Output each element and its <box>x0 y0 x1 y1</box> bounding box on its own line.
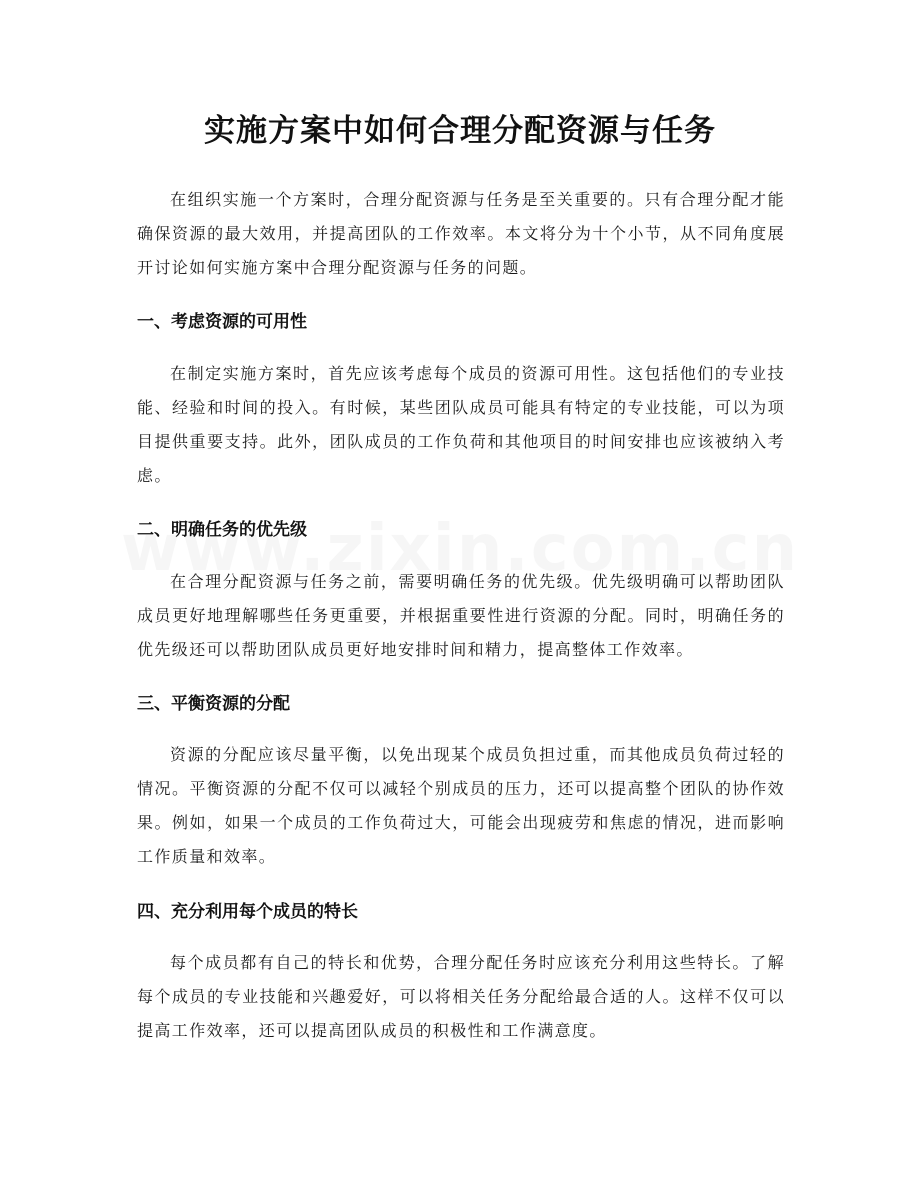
section-heading-3: 三、平衡资源的分配 <box>137 694 290 714</box>
section-heading-1: 一、考虑资源的可用性 <box>137 312 307 332</box>
section-heading-2: 二、明确任务的优先级 <box>137 520 307 540</box>
section-body-2: 在合理分配资源与任务之前，需要明确任务的优先级。优先级明确可以帮助团队成员更好地理解哪些任务更重要，并根据重要性进行资源的分配。同时，明确任务的优先级还可以帮助团队成员更好地安排时间和精力，提高整体工作效率。 <box>137 572 785 659</box>
section-body-3: 资源的分配应该尽量平衡，以免出现某个成员负担过重，而其他成员负荷过轻的情况。平衡资源的分配不仅可以减轻个别成员的压力，还可以提高整个团队的协作效果。例如，如果一个成员的工作负荷过大，可能会出现疲劳和焦虑的情况，进而影响工作质量和效率。 <box>137 745 785 866</box>
section-body-4: 每个成员都有自己的特长和优势，合理分配任务时应该充分利用这些特长。了解每个成员的专业技能和兴趣爱好，可以将相关任务分配给最合适的人。这样不仅可以提高工作效率，还可以提高团队成员的积极性和工作满意度。 <box>137 953 785 1040</box>
intro-paragraph: 在组织实施一个方案时，合理分配资源与任务是至关重要的。只有合理分配才能确保资源的最大效用，并提高团队的工作效率。本文将分为十个小节，从不同角度展开讨论如何实施方案中合理分配资源与任务的问题。 <box>137 190 785 277</box>
section-body-1: 在制定实施方案时，首先应该考虑每个成员的资源可用性。这包括他们的专业技能、经验和时间的投入。有时候，某些团队成员可能具有特定的专业技能，可以为项目提供重要支持。此外，团队成员的工作负荷和其他项目的时间安排也应该被纳入考虑。 <box>137 364 785 485</box>
document-title: 实施方案中如何合理分配资源与任务 <box>204 113 716 149</box>
section-heading-4: 四、充分利用每个成员的特长 <box>137 902 358 922</box>
